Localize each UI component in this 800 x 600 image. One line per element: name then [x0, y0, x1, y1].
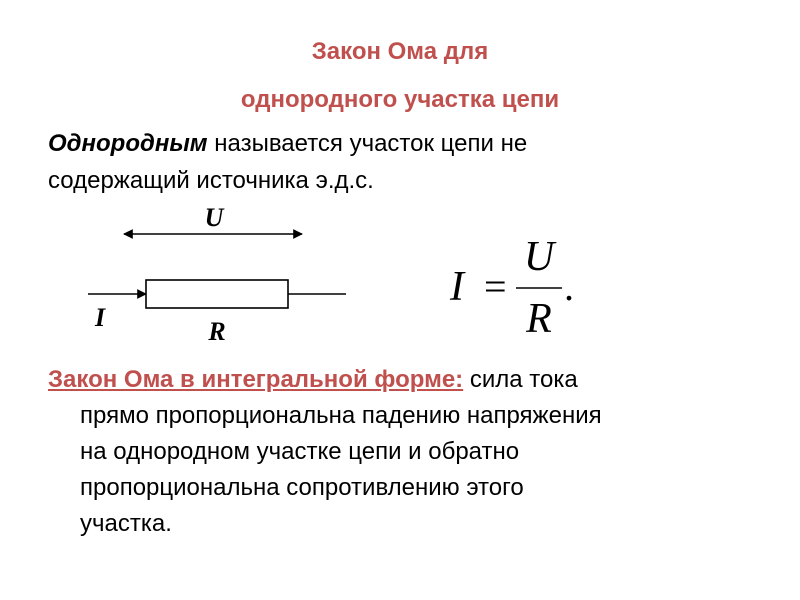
circuit-diagram: [80, 196, 360, 346]
law-line-4: пропорциональна сопротивлению этого: [80, 474, 524, 501]
formula-period: .: [564, 264, 574, 309]
resistance-label: R: [208, 317, 226, 346]
slide-title-line-2: однородного участка цепи: [240, 86, 560, 113]
definition-term: Однородным: [48, 130, 208, 157]
definition-line-2: содержащий источника э.д.с.: [48, 167, 374, 194]
resistor: [146, 280, 288, 308]
current-label: I: [94, 303, 106, 332]
formula-numerator: U: [523, 234, 555, 280]
law-text-1: сила тока: [463, 366, 578, 393]
definition-text-1: называется участок цепи не: [207, 130, 528, 157]
law-line-3: на однородном участке цепи и обратно: [80, 438, 520, 465]
formula-denominator: R: [526, 296, 552, 342]
definition-line-1: [48, 129, 527, 159]
law-line-1: [48, 362, 768, 398]
law-line-5: участка.: [80, 510, 172, 537]
law-line-2: прямо пропорциональна падению напряжения: [80, 402, 602, 429]
slide-title-line-1: Закон Ома для: [311, 38, 489, 65]
formula-lhs: I: [450, 264, 464, 310]
voltage-label: U: [204, 203, 224, 232]
law-heading: Закон Ома в интегральной форме:: [48, 366, 464, 393]
ohm-formula: [440, 232, 610, 342]
law-statement: [48, 362, 768, 542]
formula-equals: =: [484, 264, 507, 309]
